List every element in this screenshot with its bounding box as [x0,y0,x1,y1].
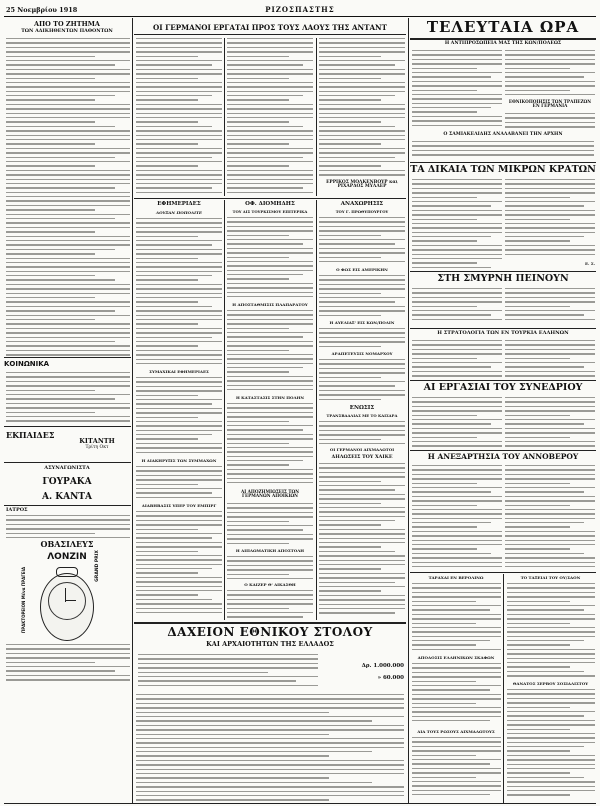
ad-ekpaides-title: ΕΚΠΑΙΔΕΣ [6,430,55,440]
city-text [227,403,313,487]
section-rule [134,198,406,199]
congress-headline: ΑΙ ΕΡΓΑΣΙΑΙ ΤΟΥ ΣΥΝΕΔΡΙΟΥ [423,382,583,393]
lux-heading: Η ΔΙΑΚΗΡΥΞΙΣ ΤΩΝ ΣΥΜΜΑΧΩΝ [141,458,217,463]
diomidis-heading: ΟΦ. ΔΙΟΜΗΔΗΣ [245,201,295,207]
watch-agency: ΠΡΑΚΤΟΡΕΙΟΝ Μένα ΠΡΑΓΕΙΑ [21,566,26,634]
greek-ships-heading: ΑΠΟΔΟΣΙΣ ΕΛΛΗΝΙΚΩΝ ΣΚΑΦΩΝ [417,655,495,660]
diomidis-sub: ΤΟΥ ΔΙΣ ΤΟΥΡΚΙΣΜΟΥ ΕΠΙΤΕΡΙΚΑ [232,209,308,214]
berlin-riots-text [412,583,501,653]
hanover-text-1 [412,465,502,569]
wilson-trip-heading: ΤΟ ΤΑΞΕΙΔΙ ΤΟΥ ΟΥ/ΣΑΟΝ [520,575,581,580]
nomarch-text [319,359,405,403]
column-rule [503,574,504,804]
paper-name: ΡΙΖΟΣΠΑΣΤΗΣ [265,5,335,14]
ephemerides-sub2: ΣΥΜΑΧΙΚΑΙ ΕΦΗΜΕΡΙΔΕΣ [149,369,209,374]
section-rule [4,357,131,358]
hanover-headline: Η ΑΝΕΞΑΡΤΗΣΙΑ ΤΟΥ ΑΝΝΟΒΕΡΟΥ [427,452,579,461]
city-heading: Η ΚΑΤΑΣΤΑΣΙΣ ΣΤΗΝ ΠΟΛΗΝ [235,395,305,400]
section-rule [410,328,596,329]
departure-sub: ΤΟΥ Γ. ΠΡΩΘΥΠΟΥΡΓΟΥ [335,209,389,214]
col1-subheadline: ΤΩΝ ΑΔΙΚΗΘΕΝΤΩΝ ΠΑΘΟΝΤΩΝ [21,28,113,34]
prisoners-text [319,463,405,619]
column-rule [224,200,225,620]
column-rule [316,200,317,620]
last-hour-masthead: ΤΕΛΕΥΤΑΙΑ ΩΡΑ [426,18,580,36]
diomidis-text [227,217,313,301]
greek-ships-text [412,663,501,727]
conscription-text-1 [412,340,502,378]
lottery-ad-sub: ΚΑΙ ΑΡΧΑΙΟΤΗΤΩΝ ΤΗΣ ΕΛΛΑΔΟΣ [206,640,334,648]
enosis-sub: ΤΡΑΝΣΒΑΑΛΙΑΣ ΜΕ ΤΟ ΚΑΙΣΑΡΑ [326,413,398,418]
masthead-rule [410,38,596,40]
fos-text [319,275,405,319]
right-text-a2 [505,50,595,96]
small-states-headline: ΤΑ ΔΙΚΑΙΑ ΤΩΝ ΜΙΚΡΩΝ ΚΡΑΤΩΝ [410,164,596,175]
column-rule [316,38,317,196]
right-text-b [412,141,594,159]
right-sub3: Ο ΣΑΜΙΑΚΕΛΙΔΗΣ ΑΝΑΛΑΒΑΝΕΙ ΤΗΝ ΑΡΧΗΝ [443,132,563,137]
wilson-trip-text [507,583,595,679]
ad-ekpaides-sub: Τρίτη Οκτ [85,445,109,450]
page-header [4,4,596,17]
lottery-ad-title: ΔΑΧΕΙΟΝ ΕΘΝΙΚΟΥ ΣΤΟΛΟΥ [167,625,373,639]
serb-socialist-heading: ΘΑΝΑΤΟΣ ΣΕΡΒΟΥ ΣΟΣΙΑΛΙΣΤΟΥ [512,681,589,686]
lower-center-text [136,694,404,802]
right-text-a3 [505,113,595,129]
kaiser-heading: Ο ΚΑΙΖΕΡ Θ' ΔΙΚΑΣΘΗ [244,582,296,587]
watch-hand [66,600,76,601]
section-rule [4,462,131,463]
ad-rule [134,622,406,624]
russian-prisoners-text [412,737,501,801]
aveliax-heading: Η ΑΥΕΛΙΑΞ' ΕΙΣ ΚΩΝ/ΠΟΛΙΝ [329,320,395,325]
main-article-col3 [319,38,405,178]
ad-gouraka-title: ΑΣΥΝΑΓΩΝΙΣΤΑ [44,465,90,471]
lottery-prize-1: Δρ. 1.000.000 [361,663,404,669]
signature-es: Ε. Σ. [584,261,595,266]
ad-gouraka-name: ΓΟΥΡΑΚΑ [42,477,92,487]
section-rule [410,450,596,451]
issue-date: 25 Νοεμβρίου 1918 [6,6,78,14]
fos-heading: Ο ΦΩΣ ΕΙΣ ΑΜΕΡΙΚΗΝ [336,267,388,272]
section-rule [410,271,596,272]
small-states-text-1 [412,179,502,269]
conscription-text-2 [505,340,595,378]
ad-lonzin-brand: ΛΟΝΖΙΝ [47,552,87,562]
reparations-text [227,503,313,547]
lux-text [136,466,222,502]
lottery-prize-2: » 60.000 [377,675,404,681]
berlin-riots-heading: ΤΑΡΑΧΑΙ ΕΝ ΒΕΡΟΛΙΝΩ [428,575,484,580]
ad-doctor-text [6,515,130,539]
nomarch-heading: ΔΡΑΠΕΤΕΥΣΙΣ ΝΟΜΑΡΧΟΥ [331,351,393,356]
congress-text-2 [505,397,595,447]
congress-text-1 [412,397,502,447]
hanover-text-2 [505,465,595,569]
smyrna-text-2 [505,288,595,324]
right-sub1: Η ΑΝΤΙΠΡΟΣΩΠΕΙΑ ΜΑΣ ΤΗΣ ΚΩΝ/ΠΟΛΕΩΣ [444,41,562,46]
ephemerides-sub: ΛΟΥΞΑΝ ΠΟΠΟΛΙΤΕ [156,210,202,215]
article-signature: ΕΡΡΙΚΟΣ ΜΟΛΚΕΝΒΟΥΡ και ΡΙΧΑΡΔΟΣ ΜΥΛΛΕΡ [326,180,398,190]
ad-ekpaides-name: ΚΙΤΑΝΤΗ [79,437,115,445]
prisoners-sub: ΔΗΛΩΣΕΙΣ ΤΟΥ ΧΑΙΚΕ [331,454,393,460]
departure-heading: ΑΝΑΧΩΡΗΣΙΣ [340,201,384,207]
section-rule [410,380,596,381]
ad-gouraka-owner: Α. ΚΑΝΤΑ [42,492,92,502]
main-headline: ΟΙ ΓΕΡΜΑΝΟΙ ΕΡΓΑΤΑΙ ΠΡΟΣ ΤΟΥΣ ΛΑΟΥΣ ΤΗΣ ΑΝΤΑΝΤ [153,23,387,32]
smyrna-headline: ΣΤΗ ΣΜΥΡΝΗ ΠΕΙΝΟΥΝ [437,273,569,284]
reparations-heading: ΑΙ ΑΠΟΖΗΜΙΩΣΕΙΣ ΤΩΝ ΓΕΡΜΑΝΩΝ ΑΠΟΙΚΙΩΝ [240,489,300,499]
main-article-col2 [227,38,313,196]
watch-ad-text [6,644,130,684]
headline-rule [134,34,406,35]
social-text [6,372,130,424]
diplomatic-text [227,556,313,580]
watch-crown [56,567,78,577]
right-sub2: ΕΘΝΙΚΟΠΟΙΗΣΙΣ ΤΩΝ ΤΡΑΠΕΖΩΝ ΕΝ ΓΕΡΜΑΝΙΑ [508,99,592,109]
departure-text [319,217,405,265]
page-bottom-rule [4,803,596,804]
column-rule [224,38,225,196]
enosis-heading: ΕΝΩΣΙΣ [349,405,375,411]
column-rule [132,18,133,804]
demand-text [136,511,222,619]
section-rule [410,162,596,163]
ad-vasileus-title: ΟΒΑΣΙΛΕΥΣ [40,539,94,549]
russian-prisoners-heading: ΔΙΑ ΤΟΥΣ ΡΩΣΟΥΣ ΑΙΧΜΑΛΩΤΟΥΣ [417,729,495,734]
main-article-col1 [136,38,222,196]
ephemerides-text2 [136,377,222,457]
col1-headline: ΑΠΟ ΤΟ ΖΗΤΗΜΑ [34,20,100,28]
section-rule [4,505,131,506]
report-text [227,310,313,394]
section-rule [410,572,596,573]
conscription-heading: Η ΣΤΡΑΤΟΛΟΓΙΑ ΤΩΝ ΕΝ ΤΟΥΡΚΙΑ ΕΛΛΗΝΩΝ [437,330,569,336]
enosis-text [319,421,405,445]
lottery-ad-text [138,654,318,690]
serb-socialist-text [507,689,595,801]
small-states-text-2 [505,179,595,259]
prisoners-heading: ΟΙ ΓΕΡΜΑΝΟΙ ΑΙΧΜΑΛΩΤΟΙ [329,447,395,452]
diplomatic-heading: Η ΔΙΠΛΩΜΑΤΙΚΗ ΑΠΟΣΤΟΛΗ [235,548,305,553]
demand-heading: ΔΙΑΒΗΒΑΣΙΣ ΥΠΕΡ ΤΟΥ ΕΜΠΙΡΓ [141,503,217,508]
ephemerides-heading: ΕΦΗΜΕΡΙΔΕΣ [157,201,201,207]
watch-dial [48,582,86,620]
watch-grand-prix: GRAND PRIX [95,550,100,582]
col1-article-text [6,38,130,356]
smyrna-text-1 [412,288,502,324]
column-rule [408,18,409,804]
ephemerides-text [136,218,222,368]
ad-doctor-title: ΙΑΤΡΟΣ [6,507,28,513]
kaiser-text [227,590,313,618]
right-text-a1 [412,50,502,128]
report-heading: Η ΑΠΟΣΤΑΘΜΙΣΙΣ ΠΛΑΠΑΡΑΤΟΥ [232,302,308,307]
section-rule [4,426,131,427]
aveliax-text [319,328,405,350]
social-heading: ΚΟΙΝΩΝΙΚΑ [4,360,50,368]
